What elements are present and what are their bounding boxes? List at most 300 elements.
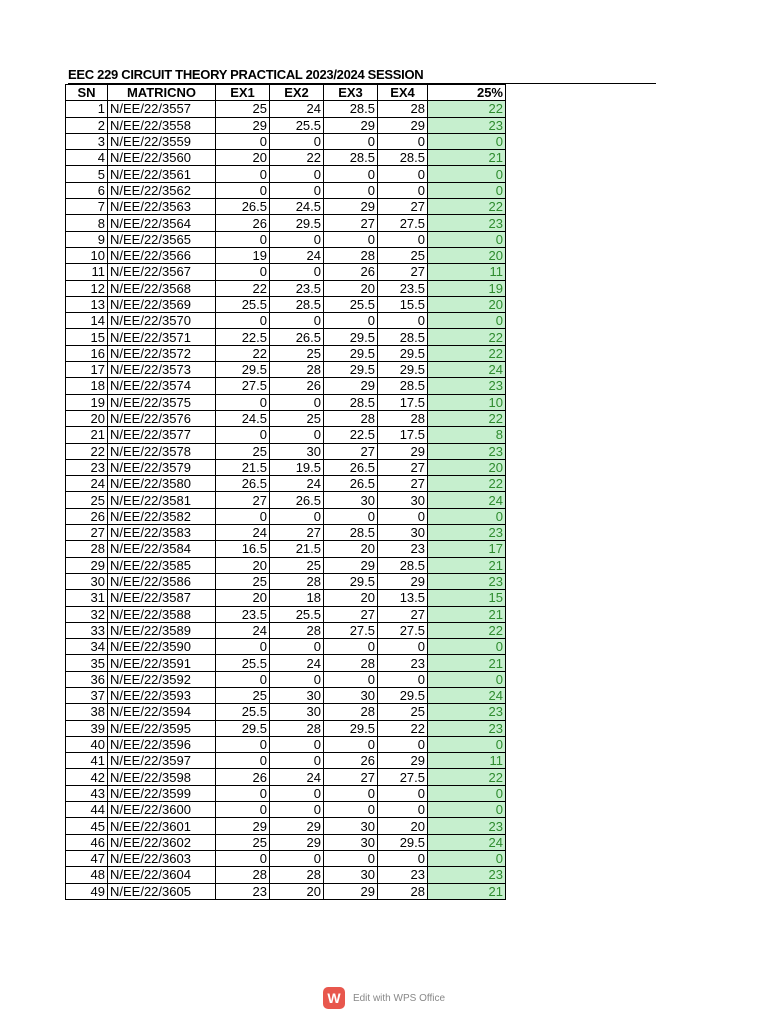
cell-ex1[interactable]: 20 (216, 150, 270, 166)
cell-ex1[interactable]: 0 (216, 264, 270, 280)
cell-matricno[interactable]: N/EE/22/3594 (108, 704, 216, 720)
cell-ex3[interactable]: 27 (324, 769, 378, 785)
cell-percent[interactable]: 22 (428, 101, 506, 117)
cell-ex2[interactable]: 23.5 (270, 280, 324, 296)
cell-percent[interactable]: 22 (428, 199, 506, 215)
cell-sn[interactable]: 7 (66, 199, 108, 215)
cell-percent[interactable]: 19 (428, 280, 506, 296)
cell-sn[interactable]: 27 (66, 525, 108, 541)
cell-ex1[interactable]: 0 (216, 508, 270, 524)
cell-ex4[interactable]: 28.5 (378, 557, 428, 573)
cell-matricno[interactable]: N/EE/22/3605 (108, 883, 216, 899)
cell-ex2[interactable]: 28 (270, 362, 324, 378)
cell-ex2[interactable]: 28 (270, 573, 324, 589)
cell-ex3[interactable]: 29.5 (324, 362, 378, 378)
cell-matricno[interactable]: N/EE/22/3598 (108, 769, 216, 785)
cell-ex1[interactable]: 24.5 (216, 410, 270, 426)
cell-ex1[interactable]: 0 (216, 753, 270, 769)
cell-ex4[interactable]: 28.5 (378, 329, 428, 345)
cell-ex1[interactable]: 22 (216, 280, 270, 296)
cell-ex2[interactable]: 0 (270, 753, 324, 769)
cell-matricno[interactable]: N/EE/22/3580 (108, 476, 216, 492)
cell-ex4[interactable]: 28 (378, 883, 428, 899)
cell-ex4[interactable]: 29 (378, 443, 428, 459)
cell-ex4[interactable]: 29.5 (378, 687, 428, 703)
cell-ex1[interactable]: 0 (216, 166, 270, 182)
cell-ex4[interactable]: 28 (378, 410, 428, 426)
cell-percent[interactable]: 15 (428, 590, 506, 606)
cell-matricno[interactable]: N/EE/22/3601 (108, 818, 216, 834)
cell-ex3[interactable]: 29.5 (324, 720, 378, 736)
cell-ex3[interactable]: 0 (324, 850, 378, 866)
cell-ex3[interactable]: 0 (324, 133, 378, 149)
cell-percent[interactable]: 17 (428, 541, 506, 557)
cell-ex2[interactable]: 25.5 (270, 606, 324, 622)
cell-ex3[interactable]: 30 (324, 492, 378, 508)
cell-matricno[interactable]: N/EE/22/3568 (108, 280, 216, 296)
cell-ex3[interactable]: 0 (324, 166, 378, 182)
cell-matricno[interactable]: N/EE/22/3578 (108, 443, 216, 459)
cell-sn[interactable]: 28 (66, 541, 108, 557)
cell-ex1[interactable]: 0 (216, 133, 270, 149)
cell-ex1[interactable]: 21.5 (216, 459, 270, 475)
cell-percent[interactable]: 22 (428, 329, 506, 345)
cell-ex2[interactable]: 29 (270, 834, 324, 850)
header-percent[interactable]: 25% (428, 85, 506, 101)
cell-sn[interactable]: 19 (66, 394, 108, 410)
cell-percent[interactable]: 23 (428, 573, 506, 589)
cell-ex3[interactable]: 0 (324, 182, 378, 198)
cell-sn[interactable]: 15 (66, 329, 108, 345)
cell-ex1[interactable]: 0 (216, 639, 270, 655)
cell-sn[interactable]: 45 (66, 818, 108, 834)
cell-ex2[interactable]: 28 (270, 867, 324, 883)
cell-ex3[interactable]: 0 (324, 313, 378, 329)
cell-ex1[interactable]: 29 (216, 818, 270, 834)
header-matricno[interactable]: MATRICNO (108, 85, 216, 101)
cell-sn[interactable]: 42 (66, 769, 108, 785)
cell-ex4[interactable]: 29 (378, 117, 428, 133)
cell-ex2[interactable]: 25 (270, 345, 324, 361)
cell-sn[interactable]: 29 (66, 557, 108, 573)
cell-ex1[interactable]: 0 (216, 736, 270, 752)
cell-ex2[interactable]: 0 (270, 427, 324, 443)
cell-ex4[interactable]: 23 (378, 867, 428, 883)
cell-ex2[interactable]: 0 (270, 508, 324, 524)
cell-ex1[interactable]: 24 (216, 622, 270, 638)
cell-ex2[interactable]: 0 (270, 736, 324, 752)
cell-ex2[interactable]: 24 (270, 101, 324, 117)
cell-ex3[interactable]: 28 (324, 655, 378, 671)
cell-ex1[interactable]: 29 (216, 117, 270, 133)
cell-ex1[interactable]: 26.5 (216, 476, 270, 492)
cell-ex4[interactable]: 0 (378, 850, 428, 866)
cell-sn[interactable]: 33 (66, 622, 108, 638)
cell-ex2[interactable]: 0 (270, 182, 324, 198)
cell-ex4[interactable]: 29.5 (378, 362, 428, 378)
cell-ex4[interactable]: 25 (378, 704, 428, 720)
cell-ex3[interactable]: 30 (324, 867, 378, 883)
cell-ex2[interactable]: 30 (270, 687, 324, 703)
cell-ex2[interactable]: 0 (270, 802, 324, 818)
cell-sn[interactable]: 47 (66, 850, 108, 866)
cell-sn[interactable]: 10 (66, 247, 108, 263)
cell-ex4[interactable]: 27 (378, 264, 428, 280)
cell-ex2[interactable]: 22 (270, 150, 324, 166)
cell-ex4[interactable]: 29 (378, 573, 428, 589)
cell-sn[interactable]: 1 (66, 101, 108, 117)
cell-matricno[interactable]: N/EE/22/3602 (108, 834, 216, 850)
cell-sn[interactable]: 40 (66, 736, 108, 752)
cell-matricno[interactable]: N/EE/22/3584 (108, 541, 216, 557)
cell-ex3[interactable]: 0 (324, 736, 378, 752)
cell-matricno[interactable]: N/EE/22/3582 (108, 508, 216, 524)
cell-percent[interactable]: 22 (428, 410, 506, 426)
header-ex4[interactable]: EX4 (378, 85, 428, 101)
cell-percent[interactable]: 20 (428, 296, 506, 312)
cell-ex1[interactable]: 0 (216, 231, 270, 247)
cell-percent[interactable]: 0 (428, 182, 506, 198)
cell-ex4[interactable]: 22 (378, 720, 428, 736)
cell-percent[interactable]: 24 (428, 492, 506, 508)
cell-percent[interactable]: 0 (428, 508, 506, 524)
cell-matricno[interactable]: N/EE/22/3590 (108, 639, 216, 655)
cell-percent[interactable]: 0 (428, 850, 506, 866)
cell-matricno[interactable]: N/EE/22/3597 (108, 753, 216, 769)
cell-matricno[interactable]: N/EE/22/3588 (108, 606, 216, 622)
cell-ex1[interactable]: 20 (216, 557, 270, 573)
header-sn[interactable]: SN (66, 85, 108, 101)
cell-ex2[interactable]: 28 (270, 720, 324, 736)
cell-ex3[interactable]: 29 (324, 117, 378, 133)
cell-sn[interactable]: 4 (66, 150, 108, 166)
cell-ex3[interactable]: 27.5 (324, 622, 378, 638)
cell-sn[interactable]: 23 (66, 459, 108, 475)
cell-ex4[interactable]: 28.5 (378, 378, 428, 394)
cell-percent[interactable]: 23 (428, 378, 506, 394)
cell-matricno[interactable]: N/EE/22/3577 (108, 427, 216, 443)
cell-ex2[interactable]: 30 (270, 704, 324, 720)
cell-ex1[interactable]: 22.5 (216, 329, 270, 345)
cell-ex4[interactable]: 0 (378, 182, 428, 198)
cell-matricno[interactable]: N/EE/22/3575 (108, 394, 216, 410)
cell-ex3[interactable]: 28.5 (324, 525, 378, 541)
cell-percent[interactable]: 11 (428, 264, 506, 280)
cell-sn[interactable]: 8 (66, 215, 108, 231)
cell-ex2[interactable]: 29.5 (270, 215, 324, 231)
header-ex3[interactable]: EX3 (324, 85, 378, 101)
cell-sn[interactable]: 34 (66, 639, 108, 655)
wps-footer[interactable] (0, 986, 768, 1010)
cell-percent[interactable]: 21 (428, 655, 506, 671)
cell-ex2[interactable]: 26.5 (270, 329, 324, 345)
cell-ex2[interactable]: 29 (270, 818, 324, 834)
cell-sn[interactable]: 46 (66, 834, 108, 850)
cell-sn[interactable]: 11 (66, 264, 108, 280)
cell-ex2[interactable]: 27 (270, 525, 324, 541)
cell-ex1[interactable]: 0 (216, 313, 270, 329)
cell-ex2[interactable]: 25.5 (270, 117, 324, 133)
cell-percent[interactable]: 22 (428, 769, 506, 785)
cell-ex2[interactable]: 0 (270, 394, 324, 410)
cell-sn[interactable]: 39 (66, 720, 108, 736)
cell-percent[interactable]: 0 (428, 802, 506, 818)
cell-ex1[interactable]: 25 (216, 687, 270, 703)
cell-ex3[interactable]: 29 (324, 557, 378, 573)
cell-percent[interactable]: 0 (428, 166, 506, 182)
cell-matricno[interactable]: N/EE/22/3579 (108, 459, 216, 475)
cell-ex3[interactable]: 0 (324, 639, 378, 655)
cell-matricno[interactable]: N/EE/22/3600 (108, 802, 216, 818)
cell-ex2[interactable]: 28 (270, 622, 324, 638)
cell-percent[interactable]: 22 (428, 345, 506, 361)
cell-matricno[interactable]: N/EE/22/3583 (108, 525, 216, 541)
cell-ex3[interactable]: 0 (324, 231, 378, 247)
cell-ex1[interactable]: 23.5 (216, 606, 270, 622)
cell-ex2[interactable]: 24 (270, 247, 324, 263)
cell-ex3[interactable]: 27 (324, 606, 378, 622)
cell-matricno[interactable]: N/EE/22/3576 (108, 410, 216, 426)
cell-ex3[interactable]: 22.5 (324, 427, 378, 443)
cell-ex4[interactable]: 29.5 (378, 834, 428, 850)
cell-ex2[interactable]: 0 (270, 166, 324, 182)
cell-matricno[interactable]: N/EE/22/3557 (108, 101, 216, 117)
cell-matricno[interactable]: N/EE/22/3585 (108, 557, 216, 573)
cell-matricno[interactable]: N/EE/22/3559 (108, 133, 216, 149)
cell-matricno[interactable]: N/EE/22/3592 (108, 671, 216, 687)
cell-matricno[interactable]: N/EE/22/3572 (108, 345, 216, 361)
cell-percent[interactable]: 10 (428, 394, 506, 410)
cell-ex1[interactable]: 26.5 (216, 199, 270, 215)
cell-percent[interactable]: 0 (428, 133, 506, 149)
cell-ex4[interactable]: 27 (378, 459, 428, 475)
cell-percent[interactable]: 21 (428, 883, 506, 899)
cell-sn[interactable]: 3 (66, 133, 108, 149)
cell-ex1[interactable]: 16.5 (216, 541, 270, 557)
cell-ex2[interactable]: 19.5 (270, 459, 324, 475)
cell-matricno[interactable]: N/EE/22/3574 (108, 378, 216, 394)
cell-matricno[interactable]: N/EE/22/3558 (108, 117, 216, 133)
cell-sn[interactable]: 44 (66, 802, 108, 818)
cell-sn[interactable]: 20 (66, 410, 108, 426)
cell-ex2[interactable]: 0 (270, 313, 324, 329)
cell-sn[interactable]: 35 (66, 655, 108, 671)
cell-percent[interactable]: 22 (428, 476, 506, 492)
cell-sn[interactable]: 32 (66, 606, 108, 622)
cell-matricno[interactable]: N/EE/22/3569 (108, 296, 216, 312)
cell-ex1[interactable]: 26 (216, 215, 270, 231)
cell-ex3[interactable]: 28 (324, 410, 378, 426)
cell-sn[interactable]: 12 (66, 280, 108, 296)
cell-ex2[interactable]: 0 (270, 850, 324, 866)
cell-sn[interactable]: 31 (66, 590, 108, 606)
cell-percent[interactable]: 20 (428, 459, 506, 475)
cell-matricno[interactable]: N/EE/22/3564 (108, 215, 216, 231)
cell-sn[interactable]: 13 (66, 296, 108, 312)
cell-ex1[interactable]: 25 (216, 573, 270, 589)
cell-matricno[interactable]: N/EE/22/3595 (108, 720, 216, 736)
cell-matricno[interactable]: N/EE/22/3599 (108, 785, 216, 801)
cell-percent[interactable]: 0 (428, 639, 506, 655)
cell-matricno[interactable]: N/EE/22/3591 (108, 655, 216, 671)
cell-sn[interactable]: 43 (66, 785, 108, 801)
cell-matricno[interactable]: N/EE/22/3566 (108, 247, 216, 263)
cell-ex2[interactable]: 0 (270, 231, 324, 247)
cell-sn[interactable]: 24 (66, 476, 108, 492)
header-ex1[interactable]: EX1 (216, 85, 270, 101)
cell-percent[interactable]: 24 (428, 362, 506, 378)
cell-sn[interactable]: 17 (66, 362, 108, 378)
cell-ex4[interactable]: 27.5 (378, 215, 428, 231)
cell-matricno[interactable]: N/EE/22/3565 (108, 231, 216, 247)
cell-ex3[interactable]: 26.5 (324, 476, 378, 492)
cell-percent[interactable]: 23 (428, 818, 506, 834)
cell-ex1[interactable]: 29.5 (216, 362, 270, 378)
cell-percent[interactable]: 23 (428, 117, 506, 133)
cell-percent[interactable]: 0 (428, 785, 506, 801)
cell-ex1[interactable]: 25.5 (216, 296, 270, 312)
cell-ex4[interactable]: 27 (378, 199, 428, 215)
cell-ex2[interactable]: 24 (270, 655, 324, 671)
cell-ex2[interactable]: 21.5 (270, 541, 324, 557)
cell-ex1[interactable]: 25 (216, 834, 270, 850)
cell-ex3[interactable]: 26.5 (324, 459, 378, 475)
cell-percent[interactable]: 0 (428, 736, 506, 752)
cell-percent[interactable]: 24 (428, 687, 506, 703)
cell-sn[interactable]: 9 (66, 231, 108, 247)
cell-ex2[interactable]: 24 (270, 476, 324, 492)
cell-matricno[interactable]: N/EE/22/3593 (108, 687, 216, 703)
cell-ex1[interactable]: 0 (216, 785, 270, 801)
cell-sn[interactable]: 41 (66, 753, 108, 769)
cell-percent[interactable]: 21 (428, 150, 506, 166)
cell-ex4[interactable]: 28 (378, 101, 428, 117)
cell-ex4[interactable]: 0 (378, 231, 428, 247)
cell-ex2[interactable]: 26.5 (270, 492, 324, 508)
cell-ex4[interactable]: 17.5 (378, 394, 428, 410)
cell-ex3[interactable]: 27 (324, 215, 378, 231)
cell-ex4[interactable]: 0 (378, 313, 428, 329)
cell-ex3[interactable]: 29.5 (324, 329, 378, 345)
cell-ex1[interactable]: 0 (216, 427, 270, 443)
cell-sn[interactable]: 38 (66, 704, 108, 720)
cell-matricno[interactable]: N/EE/22/3571 (108, 329, 216, 345)
cell-percent[interactable]: 20 (428, 247, 506, 263)
cell-ex3[interactable]: 0 (324, 785, 378, 801)
cell-matricno[interactable]: N/EE/22/3596 (108, 736, 216, 752)
cell-ex4[interactable]: 27.5 (378, 769, 428, 785)
cell-ex4[interactable]: 28.5 (378, 150, 428, 166)
cell-sn[interactable]: 22 (66, 443, 108, 459)
cell-ex4[interactable]: 27 (378, 476, 428, 492)
cell-matricno[interactable]: N/EE/22/3563 (108, 199, 216, 215)
cell-ex3[interactable]: 30 (324, 834, 378, 850)
cell-ex3[interactable]: 25.5 (324, 296, 378, 312)
cell-ex3[interactable]: 20 (324, 541, 378, 557)
cell-percent[interactable]: 0 (428, 313, 506, 329)
cell-sn[interactable]: 21 (66, 427, 108, 443)
cell-sn[interactable]: 14 (66, 313, 108, 329)
cell-ex4[interactable]: 29.5 (378, 345, 428, 361)
cell-ex4[interactable]: 0 (378, 736, 428, 752)
cell-ex1[interactable]: 25 (216, 443, 270, 459)
cell-sn[interactable]: 36 (66, 671, 108, 687)
cell-ex4[interactable]: 0 (378, 508, 428, 524)
cell-ex3[interactable]: 30 (324, 818, 378, 834)
cell-ex1[interactable]: 28 (216, 867, 270, 883)
cell-percent[interactable]: 23 (428, 215, 506, 231)
cell-percent[interactable]: 8 (428, 427, 506, 443)
cell-percent[interactable]: 0 (428, 231, 506, 247)
cell-ex3[interactable]: 29.5 (324, 345, 378, 361)
cell-ex1[interactable]: 29.5 (216, 720, 270, 736)
cell-percent[interactable]: 23 (428, 525, 506, 541)
cell-ex3[interactable]: 30 (324, 687, 378, 703)
cell-sn[interactable]: 16 (66, 345, 108, 361)
cell-sn[interactable]: 25 (66, 492, 108, 508)
cell-ex4[interactable]: 23.5 (378, 280, 428, 296)
cell-ex3[interactable]: 26 (324, 264, 378, 280)
cell-ex4[interactable]: 0 (378, 166, 428, 182)
cell-sn[interactable]: 6 (66, 182, 108, 198)
cell-ex2[interactable]: 25 (270, 557, 324, 573)
cell-matricno[interactable]: N/EE/22/3603 (108, 850, 216, 866)
cell-ex1[interactable]: 27.5 (216, 378, 270, 394)
cell-matricno[interactable]: N/EE/22/3586 (108, 573, 216, 589)
cell-ex4[interactable]: 27 (378, 606, 428, 622)
cell-ex4[interactable]: 0 (378, 133, 428, 149)
cell-matricno[interactable]: N/EE/22/3567 (108, 264, 216, 280)
cell-ex1[interactable]: 0 (216, 394, 270, 410)
cell-matricno[interactable]: N/EE/22/3587 (108, 590, 216, 606)
cell-percent[interactable]: 23 (428, 704, 506, 720)
cell-ex1[interactable]: 19 (216, 247, 270, 263)
cell-matricno[interactable]: N/EE/22/3589 (108, 622, 216, 638)
cell-matricno[interactable]: N/EE/22/3570 (108, 313, 216, 329)
cell-ex3[interactable]: 28.5 (324, 101, 378, 117)
cell-ex4[interactable]: 0 (378, 802, 428, 818)
cell-ex3[interactable]: 29 (324, 378, 378, 394)
cell-percent[interactable]: 23 (428, 867, 506, 883)
cell-ex3[interactable]: 0 (324, 508, 378, 524)
cell-ex4[interactable]: 0 (378, 639, 428, 655)
cell-ex4[interactable]: 17.5 (378, 427, 428, 443)
cell-ex1[interactable]: 25.5 (216, 704, 270, 720)
cell-matricno[interactable]: N/EE/22/3561 (108, 166, 216, 182)
cell-matricno[interactable]: N/EE/22/3581 (108, 492, 216, 508)
cell-percent[interactable]: 23 (428, 720, 506, 736)
cell-ex1[interactable]: 24 (216, 525, 270, 541)
cell-ex3[interactable]: 29.5 (324, 573, 378, 589)
cell-ex1[interactable]: 20 (216, 590, 270, 606)
cell-sn[interactable]: 37 (66, 687, 108, 703)
cell-ex3[interactable]: 28.5 (324, 150, 378, 166)
cell-ex3[interactable]: 0 (324, 671, 378, 687)
cell-ex2[interactable]: 26 (270, 378, 324, 394)
cell-percent[interactable]: 21 (428, 557, 506, 573)
cell-ex4[interactable]: 30 (378, 525, 428, 541)
cell-sn[interactable]: 48 (66, 867, 108, 883)
cell-percent[interactable]: 23 (428, 443, 506, 459)
cell-percent[interactable]: 22 (428, 622, 506, 638)
cell-ex2[interactable]: 0 (270, 785, 324, 801)
cell-ex1[interactable]: 22 (216, 345, 270, 361)
cell-ex4[interactable]: 25 (378, 247, 428, 263)
cell-ex4[interactable]: 27.5 (378, 622, 428, 638)
cell-sn[interactable]: 30 (66, 573, 108, 589)
cell-ex1[interactable]: 0 (216, 671, 270, 687)
cell-sn[interactable]: 26 (66, 508, 108, 524)
